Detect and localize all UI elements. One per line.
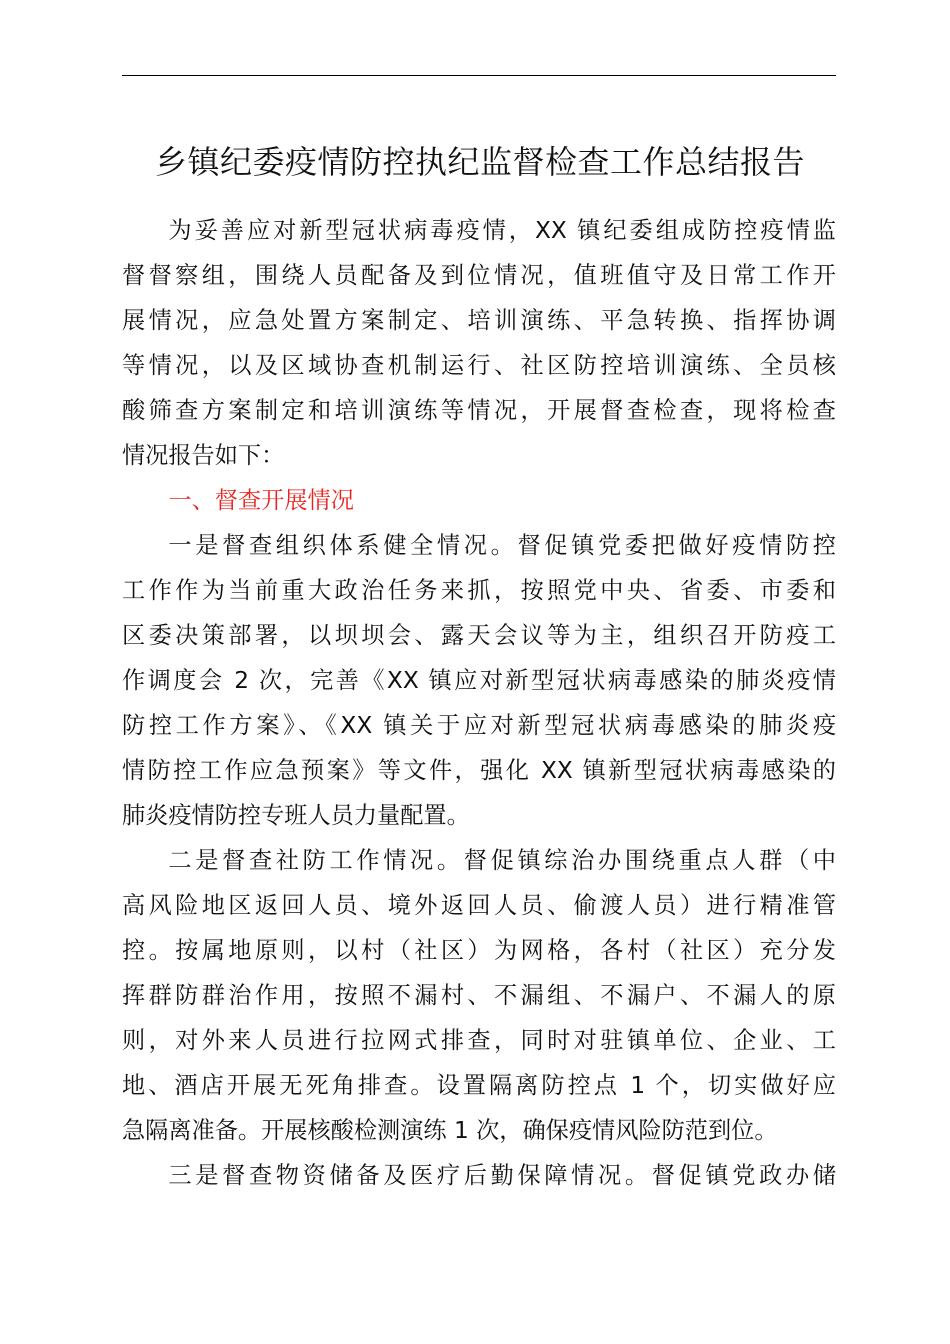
text-line: 等情况，以及区域协查机制运行、社区防控培训演练、全员核	[122, 352, 836, 379]
text-line: 情况报告如下：	[122, 442, 285, 469]
text-line: 展情况，应急处置方案制定、培训演练、平急转换、指挥协调	[122, 307, 836, 334]
text-line: 防控工作方案》、《XX 镇关于应对新型冠状病毒感染的肺炎疫	[122, 712, 836, 739]
document-body	[122, 208, 836, 1198]
text-line: 工作作为当前重大政治任务来抓，按照党中央、省委、市委和	[122, 577, 836, 604]
text-line: 急隔离准备。开展核酸检测演练 1 次，确保疫情风险防范到位。	[122, 1117, 778, 1144]
intro-paragraph	[122, 208, 836, 478]
text-line: 酸筛查方案制定和培训演练等情况，开展督查检查，现将检查	[122, 397, 836, 424]
text-line: 作调度会 2 次，完善《XX 镇应对新型冠状病毒感染的肺炎疫情	[122, 667, 836, 694]
text-line: 则，对外来人员进行拉网式排查，同时对驻镇单位、企业、工	[122, 1027, 836, 1054]
text-line: 挥群防群治作用，按照不漏村、不漏组、不漏户、不漏人的原	[122, 982, 836, 1009]
text-line: 地、酒店开展无死角排查。设置隔离防控点 1 个，切实做好应	[122, 1072, 836, 1099]
text-line: 高风险地区返回人员、境外返回人员、偷渡人员）进行精准管	[122, 892, 836, 919]
document-title: 乡镇纪委疫情防控执纪监督检查工作总结报告	[154, 143, 805, 181]
section-paragraph-2	[122, 838, 836, 1153]
text-line: 区委决策部署，以坝坝会、露天会议等为主，组织召开防疫工	[122, 622, 836, 649]
text-line: 为妥善应对新型冠状病毒疫情，XX 镇纪委组成防控疫情监	[168, 217, 836, 244]
text-line: 情防控工作应急预案》等文件，强化 XX 镇新型冠状病毒感染的	[122, 757, 836, 784]
text-line: 控。按属地原则，以村（社区）为网格，各村（社区）充分发	[122, 937, 836, 964]
section-heading: 一、督查开展情况	[168, 487, 354, 514]
text-line: 一是督查组织体系健全情况。督促镇党委把做好疫情防控	[168, 532, 836, 559]
section-paragraph-1	[122, 523, 836, 838]
text-line: 二是督查社防工作情况。督促镇综治办围绕重点人群（中	[168, 847, 836, 874]
text-line: 三是督查物资储备及医疗后勤保障情况。督促镇党政办储	[168, 1162, 836, 1189]
text-line: 督督察组，围绕人员配备及到位情况，值班值守及日常工作开	[122, 262, 836, 289]
text-line: 肺炎疫情防控专班人员力量配置。	[122, 802, 470, 829]
section-paragraph-3	[122, 1153, 836, 1198]
header-rule	[122, 75, 836, 76]
